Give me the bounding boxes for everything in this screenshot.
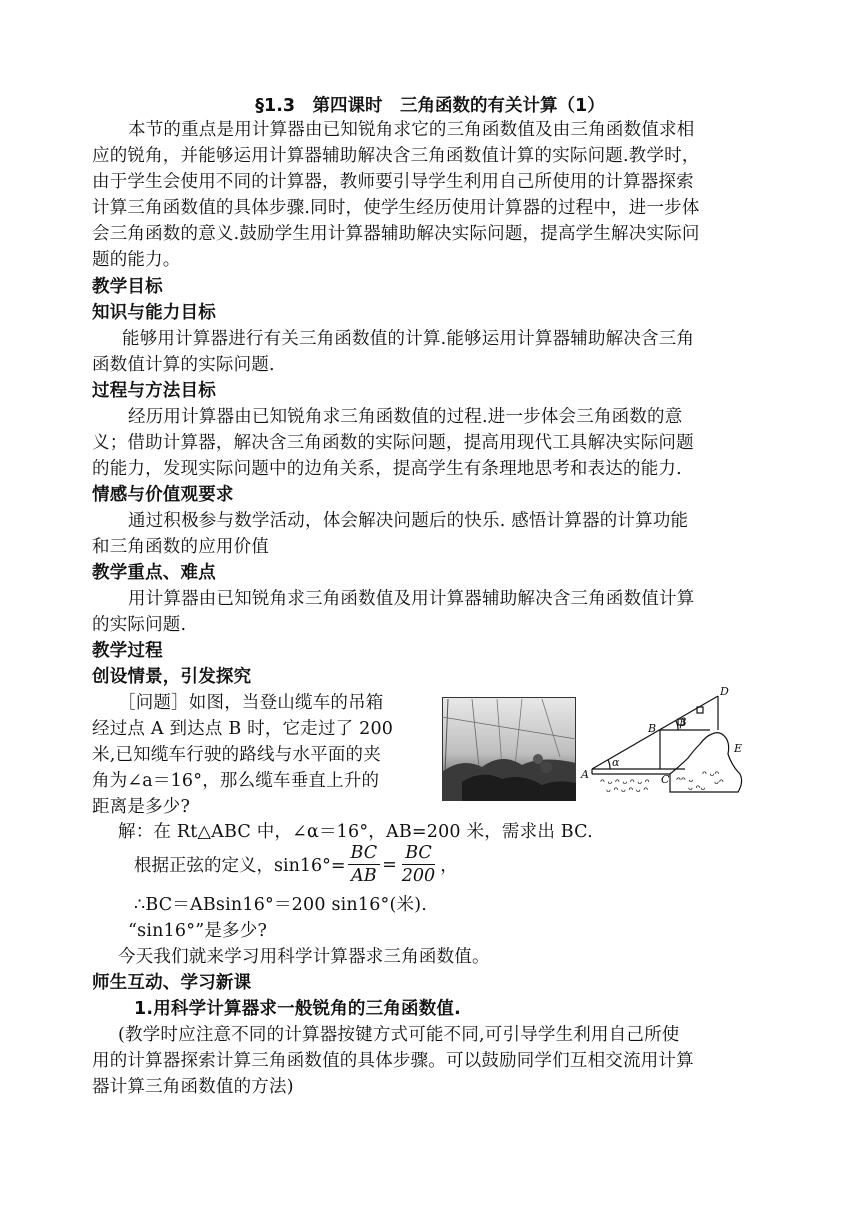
sine-formula: 根据正弦的定义，sin16°= $\frac{BC}{AB}$ = $\frac{BC}{200}$ ， <box>134 843 458 886</box>
svg-text:ᴖᴖ ᴗ: ᴖᴖ ᴗ <box>676 775 694 784</box>
problem-line-2: 经过点 A 到达点 B 时，它走过了 200 <box>92 719 394 739</box>
intro-line-6: 题的能力。 <box>92 250 181 270</box>
label-c: C <box>661 773 670 786</box>
process-line-1: 经历用计算器由已知锐角求三角函数值的过程.进一步体会三角函数的意 <box>128 407 683 427</box>
heading-key: 教学重点、难点 <box>92 563 216 583</box>
fraction-bc-200 <box>399 842 438 887</box>
point-1: 1.用科学计算器求一般锐角的三角函数值. <box>134 999 461 1019</box>
label-alpha: α <box>612 756 620 769</box>
intro-line-2: 应的锐角，并能够运用计算器辅助解决含三角函数值计算的实际问题.教学时， <box>92 146 700 166</box>
label-e: E <box>734 742 743 755</box>
solution-line-4: “sin16°”是多少? <box>128 921 268 941</box>
fraction-bc-ab <box>348 842 381 887</box>
label-d: D <box>720 686 729 698</box>
svg-text:ᴗᴖ: ᴗᴖ <box>714 777 724 786</box>
label-b: B <box>648 722 657 735</box>
process-line-2: 义；借助计算器，解决含三角函数的实际问题，提高用现代工具解决实际问题 <box>92 433 694 453</box>
formula-suffix: ， <box>440 856 458 876</box>
today-line: 今天我们就来学习用科学计算器求三角函数值。 <box>118 947 490 967</box>
fraction-2-denominator: 200 <box>401 866 436 886</box>
svg-text:ᴗ ᴖ ᴗ ᴖ ᴗ ᴖ: ᴗ ᴖ ᴗ ᴖ ᴗ ᴖ <box>606 785 649 794</box>
svg-text:ᴗ ᴖᴗ: ᴗ ᴖᴗ <box>688 783 706 792</box>
note-line-1: (教学时应注意不同的计算器按键方式可能不同,可引导学生利用自己所使 <box>118 1025 680 1045</box>
cable-car-photo <box>442 697 576 801</box>
key-line-2: 的实际问题. <box>92 615 187 635</box>
label-beta: β <box>680 716 687 729</box>
heading-emotion: 情感与价值观要求 <box>92 485 234 505</box>
intro-line-3: 由于学生会使用不同的计算器，教师要引导学生利用自己所使用的计算器探索 <box>92 172 694 192</box>
cable-car-diagram <box>580 686 750 806</box>
intro-line-1: 本节的重点是用计算器由已知锐角求它的三角函数值及由三角函数值求相 <box>128 120 695 140</box>
heading-scene: 创设情景，引发探究 <box>92 667 252 687</box>
note-line-3: 器计算三角函数值的方法) <box>92 1077 294 1097</box>
solution-line-1: 解：在 Rt△ABC 中，∠α＝16°，AB=200 米，需求出 BC. <box>118 822 593 842</box>
knowledge-line-2: 函数值计算的实际问题. <box>92 355 275 375</box>
problem-line-4: 角为∠a＝16°，那么缆车垂直上升的 <box>92 771 380 791</box>
label-a: A <box>581 768 589 781</box>
fraction-2-numerator: BC <box>402 842 435 865</box>
knowledge-line-1: 能够用计算器进行有关三角函数值的计算.能够运用计算器辅助解决含三角 <box>122 329 695 349</box>
problem-line-1: ［问题］如图，当登山缆车的吊箱 <box>118 693 384 713</box>
heading-teaching: 教学过程 <box>92 641 163 661</box>
svg-text:ᴖ ᴗᴖ: ᴖ ᴗᴖ <box>702 769 720 778</box>
fraction-1-denominator: AB <box>351 866 377 886</box>
emotion-line-2: 和三角函数的应用价值 <box>92 537 269 557</box>
formula-prefix: 根据正弦的定义，sin16°= <box>134 856 346 876</box>
solution-line-3: ∴BC＝ABsin16°＝200 sin16°(米). <box>134 895 428 915</box>
intro-line-5: 会三角函数的意义.鼓励学生用计算器辅助解决实际问题，提高学生解决实际问 <box>92 224 700 244</box>
problem-line-5: 距离是多少? <box>92 797 191 817</box>
page-title: §1.3 第四课时 三角函数的有关计算（1） <box>255 96 605 116</box>
note-line-2: 用的计算器探索计算三角函数值的具体步骤。可以鼓励同学们互相交流用计算 <box>92 1051 694 1071</box>
svg-text:ᴖ ᴗ ᴖ ᴗ ᴖ ᴗ ᴖ: ᴖ ᴗ ᴖ ᴗ ᴖ ᴗ ᴖ <box>600 777 650 786</box>
heading-interact: 师生互动、学习新课 <box>92 973 252 993</box>
problem-line-3: 米,已知缆车行驶的路线与水平面的夹 <box>92 745 381 765</box>
heading-process: 过程与方法目标 <box>92 381 216 401</box>
heading-goals: 教学目标 <box>92 277 163 297</box>
heading-knowledge: 知识与能力目标 <box>92 303 216 323</box>
key-line-1: 用计算器由已知锐角求三角函数值及用计算器辅助解决含三角函数值计算 <box>128 589 695 609</box>
emotion-line-1: 通过积极参与数学活动，体会解决问题后的快乐. 感悟计算器的计算功能 <box>128 511 689 531</box>
intro-line-4: 计算三角函数值的具体步骤.同时，使学生经历使用计算器的过程中，进一步体 <box>92 198 700 218</box>
process-line-3: 的能力，发现实际问题中的边角关系，提高学生有条理地思考和表达的能力. <box>92 459 682 479</box>
fraction-1-numerator: BC <box>348 842 381 865</box>
